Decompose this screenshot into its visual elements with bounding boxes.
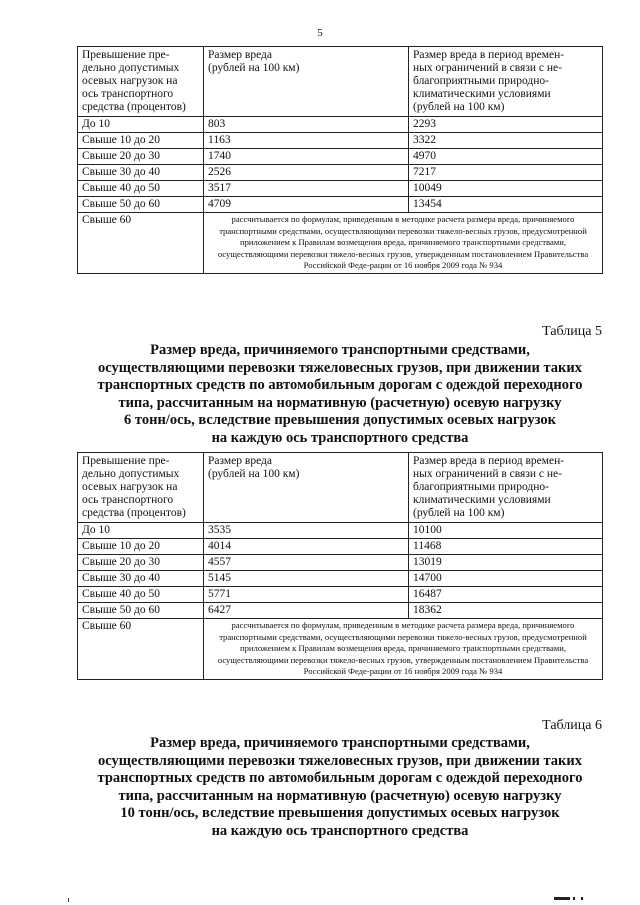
harm-value-cell: 5145 xyxy=(204,571,409,587)
column-header: Размер вреда в период времен- ных ограничений в связи с не- благоприятными природно- климатическими условиями (рублей на 100 км) xyxy=(409,453,603,523)
harm-seasonal-value-cell: 13454 xyxy=(409,197,603,213)
harm-value-cell: 1740 xyxy=(204,149,409,165)
table-row xyxy=(78,165,603,181)
table-row xyxy=(78,539,603,555)
calculation-note-cell: рассчитывается по формулам, приведенным в методике расчета размера вреда, причиняемого транспортными средствами, осуществляющими перевозки тяжело-весных грузов, предусмотренной приложением к Правилам возмещения вреда, причиняемого транспортными средствами, осуществляющими перевозки тяжело-весных грузов, утвержденным постановлением Правительства Российской Феде-рации от 16 ноября 2009 года № 934 xyxy=(204,619,603,680)
table-row xyxy=(78,181,603,197)
table-6-title xyxy=(80,735,600,840)
overload-range-cell: Свыше 30 до 40 xyxy=(78,571,204,587)
table-title-line: осуществляющими перевозки тяжеловесных грузов, при движении таких xyxy=(97,359,583,376)
harm-seasonal-value-cell: 18362 xyxy=(409,603,603,619)
table-title-line: на каждую ось транспортного средства xyxy=(211,429,469,446)
overload-range-cell: До 10 xyxy=(78,523,204,539)
harm-value-cell: 3517 xyxy=(204,181,409,197)
table-row-last xyxy=(78,619,603,680)
scan-marks-decoration xyxy=(0,885,640,905)
table-row xyxy=(78,603,603,619)
harm-seasonal-value-cell: 13019 xyxy=(409,555,603,571)
harm-value-cell: 5771 xyxy=(204,587,409,603)
harm-seasonal-value-cell: 3322 xyxy=(409,133,603,149)
column-header: Размер вреда в период времен- ных ограничений в связи с не- благоприятными природно- климатическими условиями (рублей на 100 км) xyxy=(409,47,603,117)
table-title-line: Размер вреда, причиняемого транспортными средствами, xyxy=(150,735,530,751)
table-title-line: 6 тонн/ось, вследствие превышения допустимых осевых нагрузок xyxy=(124,412,556,428)
harm-seasonal-value-cell: 10049 xyxy=(409,181,603,197)
column-header: Превышение пре- дельно допустимых осевых нагрузок на ось транспортного средства (процентов) xyxy=(78,47,204,117)
table-title-line: на каждую ось транспортного средства xyxy=(211,822,469,839)
overload-range-cell: Свыше 50 до 60 xyxy=(78,603,204,619)
table-row xyxy=(78,571,603,587)
table-header-row xyxy=(78,453,603,523)
table-5-label: Таблица 5 xyxy=(542,324,602,339)
table-row xyxy=(78,555,603,571)
overload-range-cell: Свыше 40 до 50 xyxy=(78,181,204,197)
table-title-line: типа, рассчитанным на нормативную (расчетную) осевую нагрузку xyxy=(118,787,562,804)
harm-seasonal-value-cell: 16487 xyxy=(409,587,603,603)
calculation-note-cell: рассчитывается по формулам, приведенным в методике расчета размера вреда, причиняемого транспортными средствами, осуществляющими перевозки тяжело-весных грузов, предусмотренной приложением к Правилам возмещения вреда, причиняемого транспортными средствами, осуществляющими перевозки тяжело-весных грузов, утвержденным постановлением Правительства Российской Феде-рации от 16 ноября 2009 года № 934 xyxy=(204,213,603,274)
column-header: Размер вреда (рублей на 100 км) xyxy=(204,47,409,117)
table-6-label: Таблица 6 xyxy=(542,718,602,733)
harm-value-cell: 4014 xyxy=(204,539,409,555)
table-5-title xyxy=(80,342,600,447)
table-row-last xyxy=(78,213,603,274)
harm-value-cell: 3535 xyxy=(204,523,409,539)
table-row xyxy=(78,133,603,149)
overload-range-cell: Свыше 60 xyxy=(78,213,204,274)
harm-seasonal-value-cell: 2293 xyxy=(409,117,603,133)
table-title-line: 10 тонн/ось, вследствие превышения допустимых осевых нагрузок xyxy=(120,805,560,821)
harm-value-cell: 2526 xyxy=(204,165,409,181)
harm-value-cell: 1163 xyxy=(204,133,409,149)
harm-value-cell: 6427 xyxy=(204,603,409,619)
harm-table-continued xyxy=(77,46,603,274)
table-title-line: транспортных средств по автомобильным дорогам с одеждой переходного xyxy=(97,770,583,786)
overload-range-cell: Свыше 20 до 30 xyxy=(78,149,204,165)
table-header-row xyxy=(78,47,603,117)
overload-range-cell: Свыше 50 до 60 xyxy=(78,197,204,213)
harm-value-cell: 803 xyxy=(204,117,409,133)
overload-range-cell: До 10 xyxy=(78,117,204,133)
overload-range-cell: Свыше 40 до 50 xyxy=(78,587,204,603)
table-row xyxy=(78,587,603,603)
page-number: 5 xyxy=(317,27,323,39)
harm-seasonal-value-cell: 11468 xyxy=(409,539,603,555)
harm-seasonal-value-cell: 10100 xyxy=(409,523,603,539)
harm-seasonal-value-cell: 14700 xyxy=(409,571,603,587)
column-header: Размер вреда (рублей на 100 км) xyxy=(204,453,409,523)
overload-range-cell: Свыше 10 до 20 xyxy=(78,133,204,149)
table-title-line: типа, рассчитанным на нормативную (расчетную) осевую нагрузку xyxy=(118,394,562,411)
harm-value-cell: 4557 xyxy=(204,555,409,571)
table-row xyxy=(78,117,603,133)
harm-value-cell: 4709 xyxy=(204,197,409,213)
overload-range-cell: Свыше 20 до 30 xyxy=(78,555,204,571)
harm-table-5-body xyxy=(78,453,603,680)
table-row xyxy=(78,523,603,539)
harm-table-continued-body xyxy=(78,47,603,274)
overload-range-cell: Свыше 10 до 20 xyxy=(78,539,204,555)
harm-seasonal-value-cell: 7217 xyxy=(409,165,603,181)
harm-seasonal-value-cell: 4970 xyxy=(409,149,603,165)
table-title-line: Размер вреда, причиняемого транспортными средствами, xyxy=(150,342,530,358)
table-title-line: транспортных средств по автомобильным дорогам с одеждой переходного xyxy=(97,377,583,393)
harm-table-5 xyxy=(77,452,603,680)
table-title-line: осуществляющими перевозки тяжеловесных грузов, при движении таких xyxy=(97,752,583,769)
overload-range-cell: Свыше 30 до 40 xyxy=(78,165,204,181)
column-header: Превышение пре- дельно допустимых осевых нагрузок на ось транспортного средства (процентов) xyxy=(78,453,204,523)
table-row xyxy=(78,149,603,165)
table-row xyxy=(78,197,603,213)
overload-range-cell: Свыше 60 xyxy=(78,619,204,680)
